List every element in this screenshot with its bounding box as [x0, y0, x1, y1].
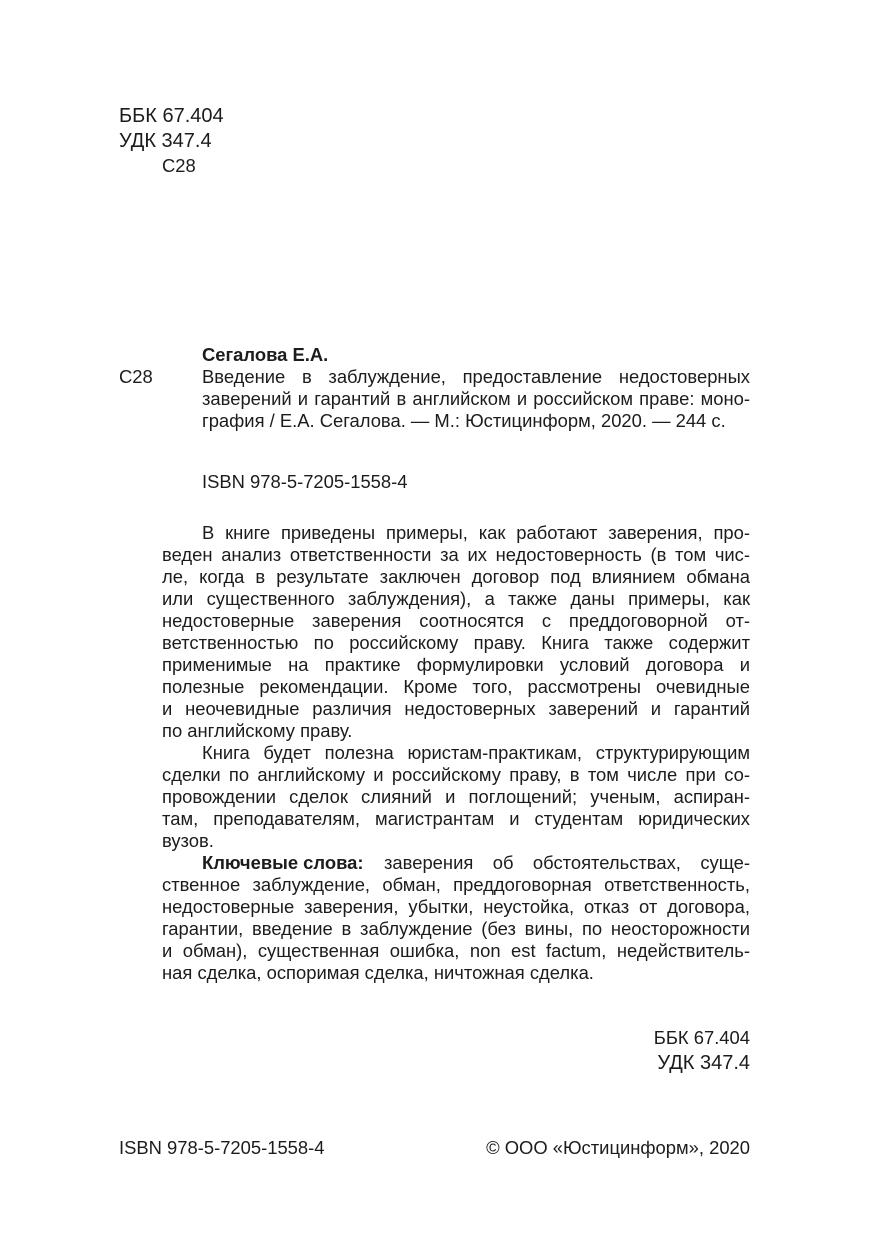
author-mark: С28	[119, 366, 153, 387]
keywords-line: недостоверные заверения, убытки, неустойка, отказ от договора,	[162, 896, 750, 917]
annotation-line: применимые на практике формулировки условий договора и	[162, 654, 750, 675]
keywords-line: ная сделка, оспоримая сделка, ничтожная сделка.	[162, 962, 594, 983]
annotation-line: Книга будет полезна юристам-практикам, структурирующим	[202, 742, 750, 763]
annotation-line: там, преподавателям, магистрантам и студентам юридических	[162, 808, 750, 829]
annotation-line: провождении сделок слияний и поглощений; ученым, аспиран-	[162, 786, 750, 807]
keywords-line: и обман), существенная ошибка, non est factum, недействитель-	[162, 940, 750, 961]
author-name: Сегалова Е.А.	[202, 344, 329, 365]
udk-code-bottom: УДК 347.4	[657, 1052, 750, 1074]
isbn-footer: ISBN 978-5-7205-1558-4	[119, 1137, 325, 1158]
udk-code-top: УДК 347.4	[119, 130, 212, 152]
bbk-code-top: ББК 67.404	[119, 105, 224, 127]
annotation-line: сделки по английскому и российскому праву, в том числе при со-	[162, 764, 750, 785]
annotation-line: недостоверные заверения соотносятся с преддоговорной от-	[162, 610, 750, 631]
title-line: Введение в заблуждение, предоставление недостоверных	[202, 366, 750, 387]
annotation-line: полезные рекомендации. Кроме того, рассмотрены очевидные	[162, 676, 750, 697]
annotation-line: В книге приведены примеры, как работают заверения, про-	[202, 522, 750, 543]
isbn-catalog: ISBN 978-5-7205-1558-4	[202, 471, 408, 492]
keywords-label: Ключевые слова:	[202, 852, 364, 873]
annotation-line: и неочевидные различия недостоверных заверений и гарантий	[162, 698, 750, 719]
annotation-line: или существенного заблуждения), а также даны примеры, как	[162, 588, 750, 609]
annotation-line: ветственностью по российскому праву. Книга также содержит	[162, 632, 750, 653]
keywords-line: ственное заблуждение, обман, преддоговорная ответственность,	[162, 874, 750, 895]
keywords-line: гарантии, введение в заблуждение (без вины, по неосторожности	[162, 918, 750, 939]
annotation-line: ле, когда в результате заключен договор под влиянием обмана	[162, 566, 750, 587]
annotation-line: вузов.	[162, 830, 214, 851]
annotation-line: веден анализ ответственности за их недостоверность (в том чис-	[162, 544, 750, 565]
title-line: графия / Е.А. Сегалова. — М.: Юстицинформ, 2020. — 244 с.	[202, 410, 726, 431]
annotation-line: по английскому праву.	[162, 720, 353, 741]
keywords-line: заверения об обстоятельствах, суще-	[384, 852, 750, 873]
author-mark-top: С28	[162, 155, 196, 176]
title-line: заверений и гарантий в английском и российском праве: моно-	[202, 388, 750, 409]
copyright-notice: © ООО «Юстицинформ», 2020	[486, 1137, 750, 1158]
bbk-code-bottom: ББК 67.404	[653, 1027, 750, 1048]
